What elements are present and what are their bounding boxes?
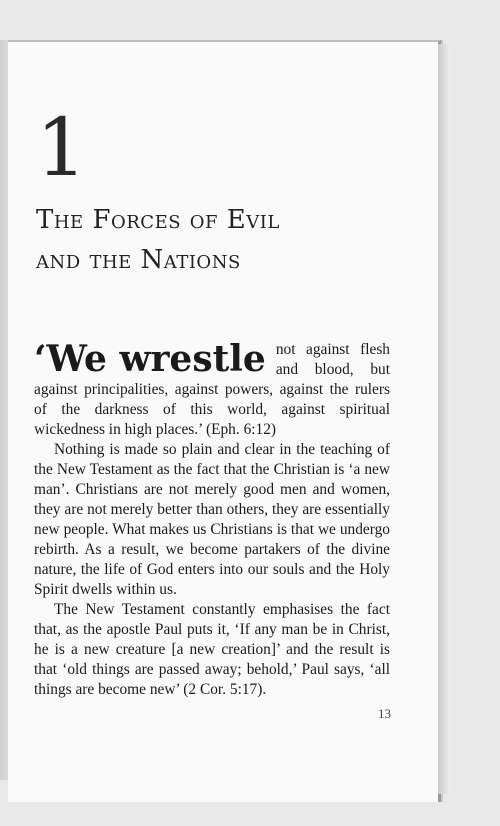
paragraph-1 (34, 340, 390, 440)
paragraph-1-text: not against flesh and blood, but against principalities, against powers, against the rulers of the darkness of this world, against spiritual wickedness in high places.’ (Eph. 6:12) (34, 341, 390, 438)
paragraph-2: Nothing is made so plain and clear in the teaching of the New Testament as the fact that the Christian is ‘a new man’. Christians are not merely good men and women, they are not merely better than others, they are essentially new people. What makes us Christians is that we undergo rebirth. As a result, we become partakers of the divine nature, the life of God enters into our souls and the Holy Spirit dwells within us. (34, 441, 390, 598)
chapter-number: 1 (36, 101, 87, 194)
page-edge (438, 44, 450, 794)
body-text (34, 340, 390, 700)
paragraph-3: The New Testament constantly emphasises the fact that, as the apostle Paul puts it, ‘If any man be in Christ, he is a new creature [a new creation]’ and the result is that ‘old things are passed away; behold,’ Paul says, ‘all things are become new’ (2 Cor. 5:17). (34, 601, 390, 698)
chapter-title-line-2: and the Nations (36, 245, 241, 275)
chapter-title-line-1: The Forces of Evil (36, 205, 280, 235)
chapter-title (36, 200, 426, 280)
page-number: 13 (378, 706, 391, 721)
lead-words: ‘We wrestle (34, 338, 266, 380)
